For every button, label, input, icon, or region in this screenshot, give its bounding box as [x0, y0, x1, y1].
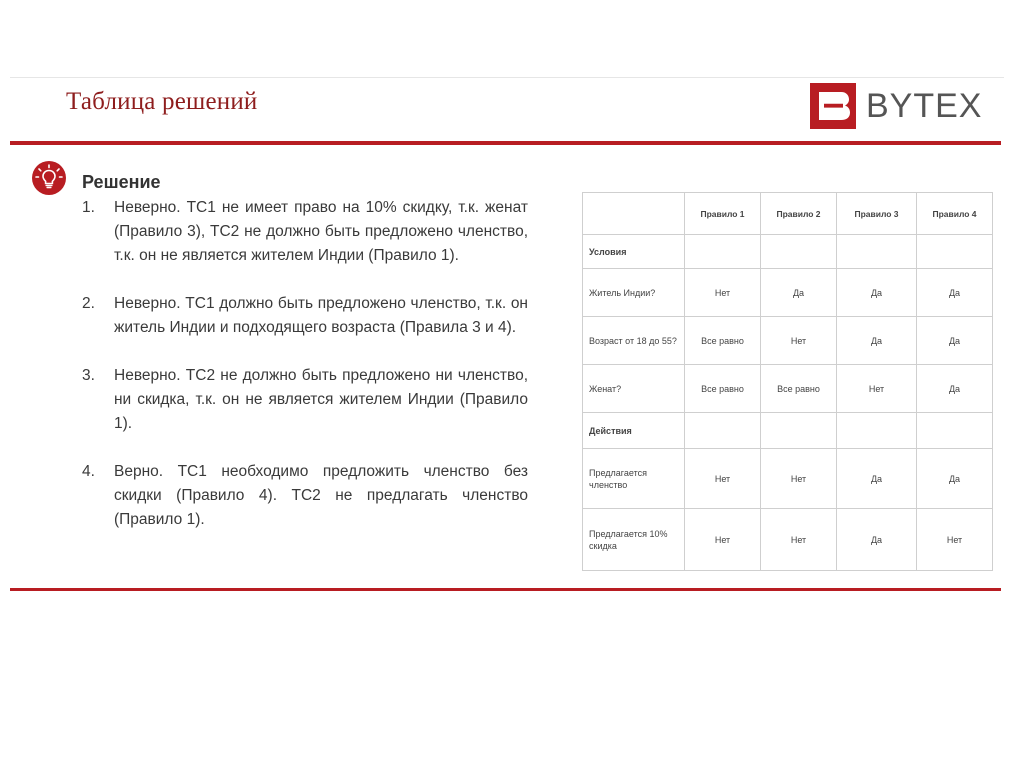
table-cell: Да — [837, 269, 917, 317]
table-section-row — [583, 235, 993, 269]
solution-item-number: 1. — [82, 199, 95, 216]
table-cell: Да — [837, 509, 917, 571]
table-cell: Да — [837, 317, 917, 365]
table-row — [583, 317, 993, 365]
decision-table — [582, 192, 993, 571]
table-header-rule-4: Правило 4 — [917, 193, 993, 235]
solution-item-number: 3. — [82, 367, 95, 384]
table-header-row — [583, 193, 993, 235]
action-label: Предлагается членство — [583, 449, 685, 509]
table-cell: Нет — [917, 509, 993, 571]
table-row — [583, 365, 993, 413]
condition-label: Житель Индии? — [583, 269, 685, 317]
brand-logo — [810, 83, 982, 129]
table-cell: Нет — [761, 509, 837, 571]
table-row — [583, 509, 993, 571]
solution-item-1 — [82, 196, 528, 268]
slide — [10, 0, 1004, 767]
top-divider — [10, 77, 1004, 78]
header-divider — [10, 141, 1001, 145]
table-cell: Нет — [837, 365, 917, 413]
table-cell: Да — [917, 365, 993, 413]
solution-list — [82, 196, 528, 532]
solution-item-text: Неверно. TC1 не имеет право на 10% скидку, т.к. женат (Правило 3), TC2 не должно быть предложено членство, т.к. он не является жителем Индии (Правило 1). — [114, 199, 528, 264]
condition-label: Женат? — [583, 365, 685, 413]
action-label: Предлагается 10% скидка — [583, 509, 685, 571]
table-cell: Да — [917, 317, 993, 365]
table-row — [583, 449, 993, 509]
solution-item-number: 4. — [82, 463, 95, 480]
solution-item-3 — [82, 364, 528, 436]
logo-text: BYTEX — [866, 86, 983, 125]
bytex-logo-icon — [810, 83, 856, 129]
solution-heading: Решение — [82, 172, 161, 192]
solution-item-2 — [82, 292, 528, 340]
table-header-rule-1: Правило 1 — [685, 193, 761, 235]
table-header-corner — [583, 193, 685, 235]
table-cell: Да — [917, 269, 993, 317]
table-cell: Нет — [761, 449, 837, 509]
conditions-section-label: Условия — [583, 235, 685, 269]
solution-item-text: Неверно. TC2 не должно быть предложено ни членство, ни скидка, т.к. он не является жителем Индии (Правило 1). — [114, 367, 528, 432]
table-cell: Нет — [685, 449, 761, 509]
table-cell: Да — [761, 269, 837, 317]
table-header-rule-2: Правило 2 — [761, 193, 837, 235]
table-header-rule-3: Правило 3 — [837, 193, 917, 235]
actions-section-label: Действия — [583, 413, 685, 449]
table-cell: Все равно — [685, 365, 761, 413]
page-title: Таблица решений — [66, 88, 258, 115]
lightbulb-icon — [32, 161, 66, 195]
condition-label: Возраст от 18 до 55? — [583, 317, 685, 365]
solution-item-4 — [82, 460, 528, 532]
table-cell: Да — [917, 449, 993, 509]
table-cell: Да — [837, 449, 917, 509]
table-cell: Все равно — [761, 365, 837, 413]
table-cell: Нет — [761, 317, 837, 365]
table-row — [583, 269, 993, 317]
solution-item-text: Верно. TC1 необходимо предложить членство без скидки (Правило 4). TC2 не предлагать членство (Правило 1). — [114, 463, 528, 528]
footer-divider — [10, 588, 1001, 591]
table-cell: Нет — [685, 509, 761, 571]
table-section-row — [583, 413, 993, 449]
solution-item-number: 2. — [82, 295, 95, 312]
table-cell: Нет — [685, 269, 761, 317]
solution-item-text: Неверно. TC1 должно быть предложено членство, т.к. он житель Индии и подходящего возраста (Правила 3 и 4). — [114, 295, 528, 336]
table-cell: Все равно — [685, 317, 761, 365]
